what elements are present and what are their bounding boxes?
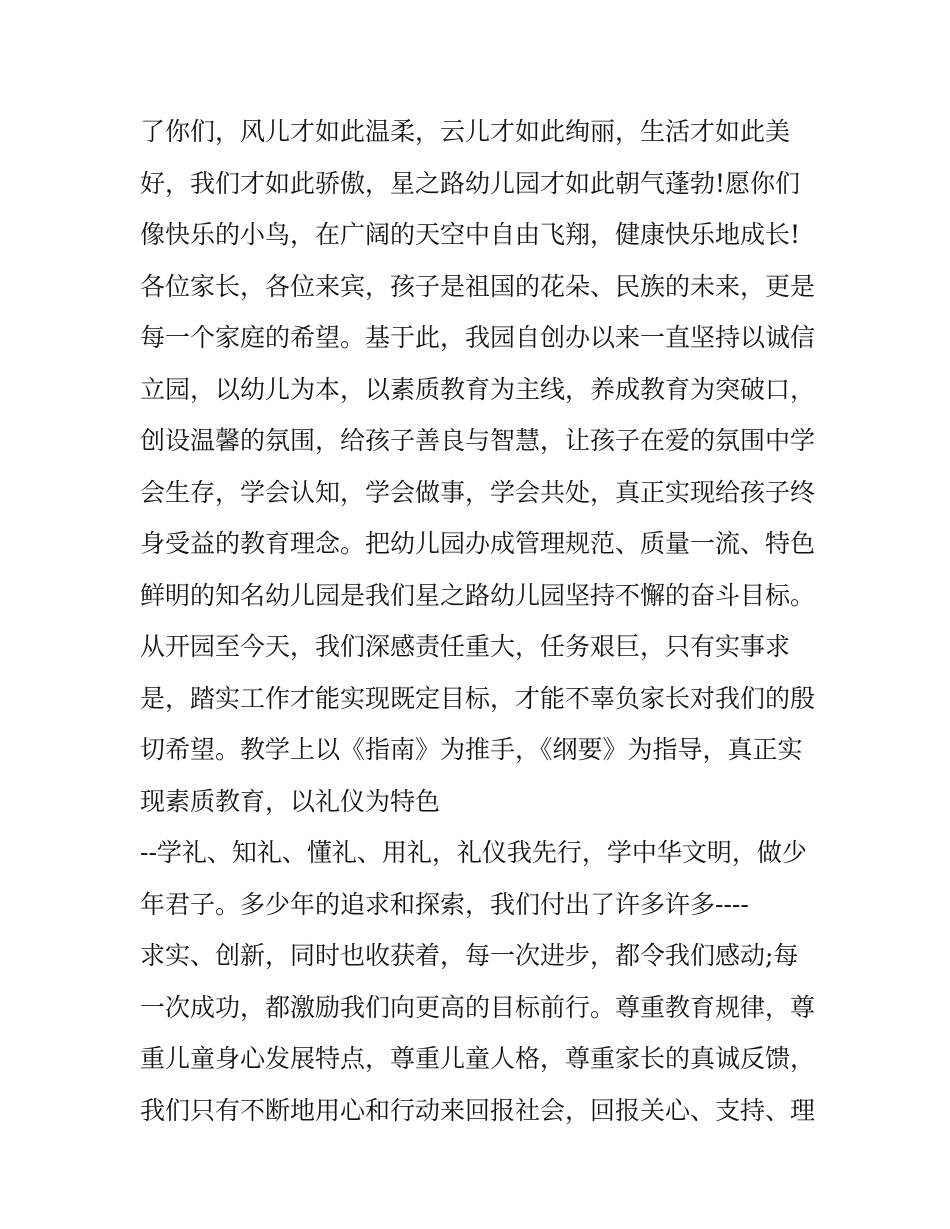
text-line: 身受益的教育理念。把幼儿园办成管理规范、质量一流、特色: [140, 529, 816, 558]
text-line: 像快乐的小鸟，在广阔的天空中自由飞翔，健康快乐地成长!: [140, 220, 801, 249]
text-line: 切希望。教学上以《指南》为推手，《纲要》为指导，真正实: [140, 735, 803, 764]
text-line: 从开园至今天，我们深感责任重大，任务艰巨，只有实事求: [140, 632, 791, 661]
text-line: 了你们，风儿才如此温柔，云儿才如此绚丽，生活才如此美: [140, 117, 791, 146]
text-line: 是，踏实工作才能实现既定目标，才能不辜负家长对我们的殷: [140, 683, 816, 713]
text-line: 鲜明的知名幼儿园是我们星之路幼儿园坚持不懈的奋斗目标。: [140, 580, 816, 610]
text-line: 年君子。多少年的追求和探索，我们付出了许多许多----: [140, 889, 749, 919]
text-line: 好，我们才如此骄傲，星之路幼儿园才如此朝气蓬勃!愿你们: [140, 168, 801, 198]
text-line: 重儿童身心发展特点，尊重儿童人格，尊重家长的真诚反馈，: [140, 1044, 816, 1073]
text-line: 每一个家庭的希望。基于此，我园自创办以来一直坚持以诚信: [140, 323, 816, 352]
text-line: 会生存，学会认知，学会做事，学会共处，真正实现给孩子终: [140, 477, 816, 507]
text-line: 立园，以幼儿为本，以素质教育为主线，养成教育为突破口，: [140, 374, 816, 404]
text-line: 现素质教育，以礼仪为特色: [140, 786, 441, 816]
text-line: --学礼、知礼、懂礼、用礼，礼仪我先行，学中华文明，做少: [140, 838, 807, 867]
text-line: 求实、创新，同时也收获着，每一次进步，都令我们感动;每: [140, 941, 799, 970]
text-line: 创设温馨的氛围，给孩子善良与智慧，让孩子在爱的氛围中学: [140, 426, 816, 455]
body-text: [140, 106, 820, 1136]
text-line: 各位家长，各位来宾，孩子是祖国的花朵、民族的未来，更是: [140, 271, 816, 301]
text-line: 我们只有不断地用心和行动来回报社会，回报关心、支持、理: [140, 1095, 816, 1125]
text-line: 一次成功，都激励我们向更高的目标前行。尊重教育规律，尊: [140, 992, 816, 1022]
